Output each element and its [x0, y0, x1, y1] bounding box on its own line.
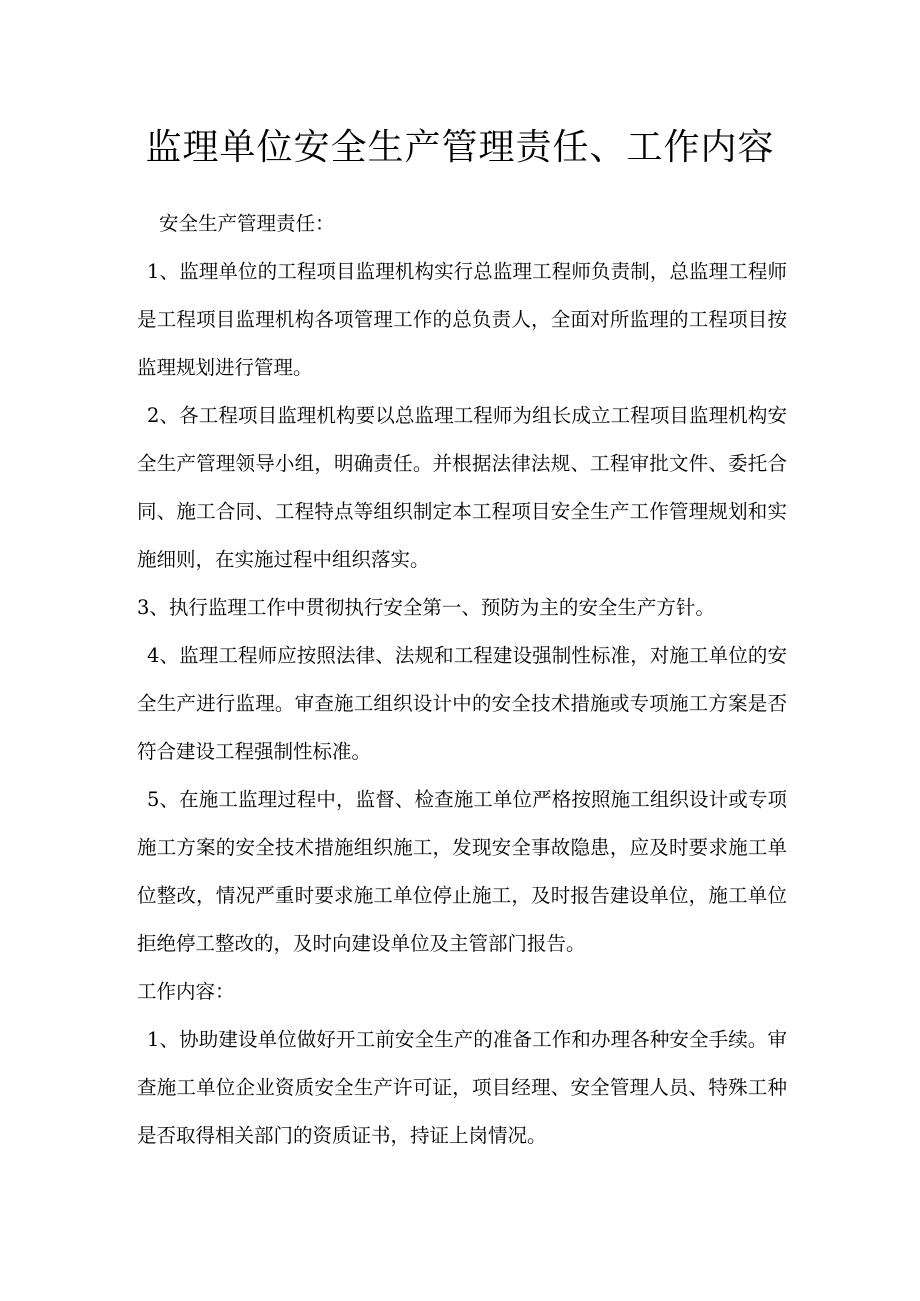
- document-title: 监理单位安全生产管理责任、工作内容: [145, 127, 775, 168]
- section-heading-work-content: 工作内容：: [137, 980, 235, 1003]
- responsibility-item-1: 1、监理单位的工程项目监理机构实行总监理工程师负责制，总监理工程师是工程项目监理机构各项管理工作的总负责人，全面对所监理的工程项目按监理规划进行管理。: [137, 260, 787, 379]
- responsibility-item-4: 4、监理工程师应按照法律、法规和工程建设强制性标准，对施工单位的安全生产进行监理。审查施工组织设计中的安全技术措施或专项施工方案是否符合建设工程强制性标准。: [137, 644, 787, 763]
- responsibility-item-5: 5、在施工监理过程中，监督、检查施工单位严格按照施工组织设计或专项施工方案的安全技术措施组织施工，发现安全事故隐患，应及时要求施工单位整改，情况严重时要求施工单位停止施工，及时报告建设单位，施工单位拒绝停工整改的，及时向建设单位及主管部门报告。: [137, 788, 787, 955]
- document-body: [137, 200, 787, 1160]
- responsibility-item-2: 2、各工程项目监理机构要以总监理工程师为组长成立工程项目监理机构安全生产管理领导小组，明确责任。并根据法律法规、工程审批文件、委托合同、施工合同、工程特点等组织制定本工程项目安全生产工作管理规划和实施细则，在实施过程中组织落实。: [137, 404, 787, 571]
- work-content-item-1: 1、协助建设单位做好开工前安全生产的准备工作和办理各种安全手续。审查施工单位企业资质安全生产许可证，项目经理、安全管理人员、特殊工种是否取得相关部门的资质证书，持证上岗情况。: [137, 1028, 787, 1147]
- section-heading-responsibility: 安全生产管理责任：: [159, 212, 335, 235]
- responsibility-item-3: 3、执行监理工作中贯彻执行安全第一、预防为主的安全生产方针。: [137, 596, 715, 619]
